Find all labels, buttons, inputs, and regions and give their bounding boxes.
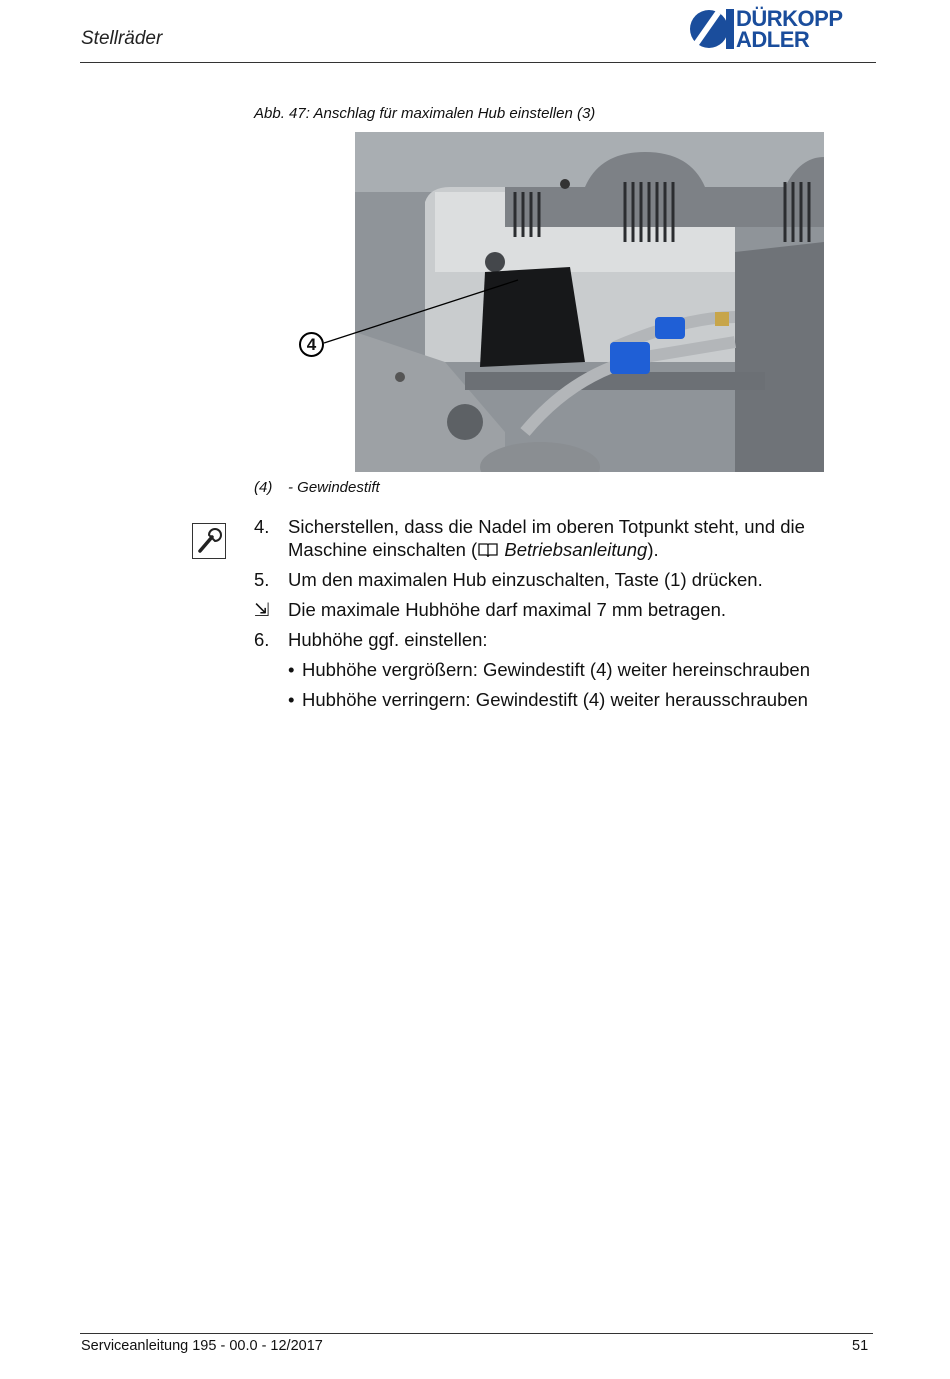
figure-legend [254, 479, 380, 496]
page-number: 51 [852, 1338, 869, 1354]
durkopp-adler-logo [688, 6, 878, 54]
book-icon [477, 542, 499, 559]
bullet-icon: • [288, 659, 295, 680]
legend-number: (4) [254, 479, 273, 496]
bullet-text: Hubhöhe vergrößern: Gewindestift (4) weiter hereinschrauben [302, 659, 810, 680]
step-number: 6. [254, 629, 270, 650]
bullet-item [254, 688, 854, 711]
step-number: 4. [254, 516, 270, 537]
result-arrow-icon: ⇲ [254, 599, 270, 620]
page-header-title: Stellräder [81, 28, 163, 49]
bullet-item [254, 658, 854, 681]
figure-caption: Abb. 47: Anschlag für maximalen Hub einstellen (3) [254, 105, 596, 122]
step-6 [254, 628, 854, 651]
footer-document-id: Serviceanleitung 195 - 00.0 - 12/2017 [81, 1338, 323, 1354]
bullet-text: Hubhöhe verringern: Gewindestift (4) weiter herausschrauben [302, 689, 808, 710]
logo-line-2: ADLER [736, 27, 810, 52]
wrench-icon [192, 523, 226, 559]
machine-photo [355, 132, 824, 472]
instruction-list [254, 515, 854, 718]
step-text: Sicherstellen, dass die Nadel im oberen Totpunkt steht, und die Maschine einschalten ( [288, 516, 805, 560]
callout-4: 4 [299, 332, 324, 357]
step-number: 5. [254, 569, 270, 590]
legend-text: - Gewindestift [288, 479, 380, 496]
result-step [254, 598, 854, 621]
footer-divider [80, 1333, 873, 1334]
step-text: Um den maximalen Hub einzuschalten, Taste (1) drücken. [288, 569, 763, 590]
header-divider [80, 62, 876, 63]
bullet-icon: • [288, 689, 295, 710]
manual-reference: Betriebsanleitung [504, 539, 648, 560]
step-4 [254, 515, 854, 561]
step-text: Die maximale Hubhöhe darf maximal 7 mm betragen. [288, 599, 727, 620]
logo-line-1: DÜRKOPP [736, 6, 843, 31]
step-text: Hubhöhe ggf. einstellen: [288, 629, 488, 650]
step-text-end: ). [647, 539, 659, 560]
step-5 [254, 568, 854, 591]
logo-mark-icon [688, 6, 734, 52]
